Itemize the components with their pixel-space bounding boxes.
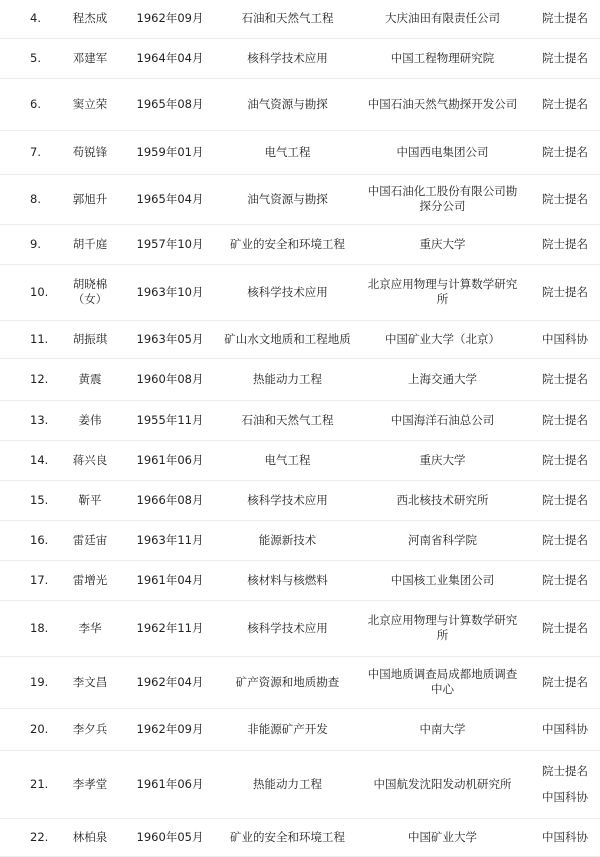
birth-date: 1960年05月: [120, 818, 220, 856]
candidate-name: 李文昌: [60, 656, 120, 708]
discipline: 热能动力工程: [220, 358, 355, 400]
discipline: 石油和天然气工程: [220, 0, 355, 38]
candidate-name: 胡晓棉（女）: [60, 264, 120, 320]
birth-date: 1960年08月: [120, 358, 220, 400]
row-number: 8.: [0, 174, 60, 224]
candidate-name: 靳平: [60, 480, 120, 520]
table-row: [0, 400, 600, 440]
nomination-channel: 院士提名: [530, 358, 600, 400]
candidate-name: 苟锐锋: [60, 130, 120, 174]
institution: 北京应用物理与计算数学研究所: [355, 600, 530, 656]
discipline: 非能源矿产开发: [220, 708, 355, 750]
discipline: 矿产资源和地质勘查: [220, 656, 355, 708]
birth-date: 1961年06月: [120, 440, 220, 480]
institution: 河南省科学院: [355, 520, 530, 560]
table-row: [0, 264, 600, 320]
table-row: [0, 560, 600, 600]
row-number: 14.: [0, 440, 60, 480]
discipline: 油气资源与勘探: [220, 174, 355, 224]
nomination-channel: 院士提名: [530, 78, 600, 130]
birth-date: 1959年01月: [120, 130, 220, 174]
institution: 重庆大学: [355, 440, 530, 480]
birth-date: 1955年11月: [120, 400, 220, 440]
nomination-channel-primary: 院士提名: [542, 764, 588, 778]
candidate-name: 窦立荣: [60, 78, 120, 130]
institution: 北京应用物理与计算数学研究所: [355, 264, 530, 320]
table-row: [0, 440, 600, 480]
birth-date: 1962年04月: [120, 656, 220, 708]
discipline: 电气工程: [220, 440, 355, 480]
discipline: 能源新技术: [220, 520, 355, 560]
table-row: [0, 358, 600, 400]
candidate-name: 郭旭升: [60, 174, 120, 224]
nomination-channel: 院士提名: [530, 224, 600, 264]
institution: 重庆大学: [355, 224, 530, 264]
nomination-channel: 院士提名: [530, 656, 600, 708]
institution: 中国航发沈阳发动机研究所: [355, 750, 530, 818]
discipline: 核科学技术应用: [220, 480, 355, 520]
discipline: 核科学技术应用: [220, 600, 355, 656]
table-row: [0, 708, 600, 750]
birth-date: 1963年05月: [120, 320, 220, 358]
nomination-channel: 院士提名: [530, 130, 600, 174]
birth-date: 1963年10月: [120, 264, 220, 320]
nomination-channel: 院士提名: [530, 38, 600, 78]
candidate-name: 李孝堂: [60, 750, 120, 818]
candidate-name: 姜伟: [60, 400, 120, 440]
row-number: 13.: [0, 400, 60, 440]
candidate-name: 程杰成: [60, 0, 120, 38]
discipline: 核材料与核燃料: [220, 560, 355, 600]
birth-date: 1966年08月: [120, 480, 220, 520]
nomination-channel: 院士提名: [530, 520, 600, 560]
institution: 中国核工业集团公司: [355, 560, 530, 600]
birth-date: 1964年04月: [120, 38, 220, 78]
row-number: 16.: [0, 520, 60, 560]
row-number: 18.: [0, 600, 60, 656]
discipline: 矿业的安全和环境工程: [220, 224, 355, 264]
discipline: 油气资源与勘探: [220, 78, 355, 130]
table-row: [0, 320, 600, 358]
discipline: 石油和天然气工程: [220, 400, 355, 440]
birth-date: 1957年10月: [120, 224, 220, 264]
candidate-name: 李华: [60, 600, 120, 656]
candidate-name: 黄震: [60, 358, 120, 400]
birth-date: 1963年11月: [120, 520, 220, 560]
table-row: [0, 78, 600, 130]
table-row: [0, 174, 600, 224]
candidate-name: 蒋兴良: [60, 440, 120, 480]
discipline: 矿山水文地质和工程地质: [220, 320, 355, 358]
discipline: 核科学技术应用: [220, 38, 355, 78]
table-row: [0, 520, 600, 560]
institution: 中国西电集团公司: [355, 130, 530, 174]
row-number: 17.: [0, 560, 60, 600]
row-number: 12.: [0, 358, 60, 400]
table-row: [0, 38, 600, 78]
birth-date: 1962年09月: [120, 708, 220, 750]
birth-date: 1965年04月: [120, 174, 220, 224]
institution: 中国石油天然气勘探开发公司: [355, 78, 530, 130]
table-row: [0, 750, 600, 818]
institution: 大庆油田有限责任公司: [355, 0, 530, 38]
institution: 中国工程物理研究院: [355, 38, 530, 78]
nomination-channel: 院士提名: [530, 264, 600, 320]
row-number: 19.: [0, 656, 60, 708]
row-number: 11.: [0, 320, 60, 358]
row-number: 21.: [0, 750, 60, 818]
row-number: 4.: [0, 0, 60, 38]
candidate-name: 胡振琪: [60, 320, 120, 358]
candidate-name: 胡千庭: [60, 224, 120, 264]
table-row: [0, 656, 600, 708]
birth-date: 1965年08月: [120, 78, 220, 130]
institution: 上海交通大学: [355, 358, 530, 400]
birth-date: 1962年11月: [120, 600, 220, 656]
nomination-channel: 院士提名: [530, 560, 600, 600]
nomination-channel: 中国科协: [530, 708, 600, 750]
birth-date: 1962年09月: [120, 0, 220, 38]
birth-date: 1961年06月: [120, 750, 220, 818]
institution: 中南大学: [355, 708, 530, 750]
candidate-name: 邓建军: [60, 38, 120, 78]
discipline: 电气工程: [220, 130, 355, 174]
row-number: 9.: [0, 224, 60, 264]
table-row: [0, 480, 600, 520]
table-row: [0, 818, 600, 856]
candidate-name: 雷廷宙: [60, 520, 120, 560]
institution: 中国矿业大学: [355, 818, 530, 856]
nomination-channel: 院士提名: [530, 480, 600, 520]
row-number: 20.: [0, 708, 60, 750]
nomination-channel: 院士提名: [530, 600, 600, 656]
discipline: 热能动力工程: [220, 750, 355, 818]
nomination-channel: 院士提名: [530, 174, 600, 224]
institution: 西北核技术研究所: [355, 480, 530, 520]
table-row: [0, 224, 600, 264]
institution: 中国地质调查局成都地质调查中心: [355, 656, 530, 708]
nomination-channel: 中国科协: [530, 320, 600, 358]
table-row: [0, 0, 600, 38]
nomination-channel: 中国科协: [530, 818, 600, 856]
discipline: 核科学技术应用: [220, 264, 355, 320]
nomination-channel-secondary: 中国科协: [542, 790, 588, 804]
table-row: [0, 130, 600, 174]
candidate-name: 雷增光: [60, 560, 120, 600]
row-number: 10.: [0, 264, 60, 320]
row-number: 6.: [0, 78, 60, 130]
institution: 中国海洋石油总公司: [355, 400, 530, 440]
nomination-channel: 院士提名: [530, 0, 600, 38]
row-number: 5.: [0, 38, 60, 78]
candidate-name: 林柏泉: [60, 818, 120, 856]
row-number: 22.: [0, 818, 60, 856]
row-number: 15.: [0, 480, 60, 520]
institution: 中国石油化工股份有限公司勘探分公司: [355, 174, 530, 224]
nomination-channel: [530, 750, 600, 818]
institution: 中国矿业大学（北京）: [355, 320, 530, 358]
row-number: 7.: [0, 130, 60, 174]
birth-date: 1961年04月: [120, 560, 220, 600]
nomination-channel: 院士提名: [530, 400, 600, 440]
discipline: 矿业的安全和环境工程: [220, 818, 355, 856]
nomination-channel: 院士提名: [530, 440, 600, 480]
table-row: [0, 600, 600, 656]
candidate-name: 李夕兵: [60, 708, 120, 750]
